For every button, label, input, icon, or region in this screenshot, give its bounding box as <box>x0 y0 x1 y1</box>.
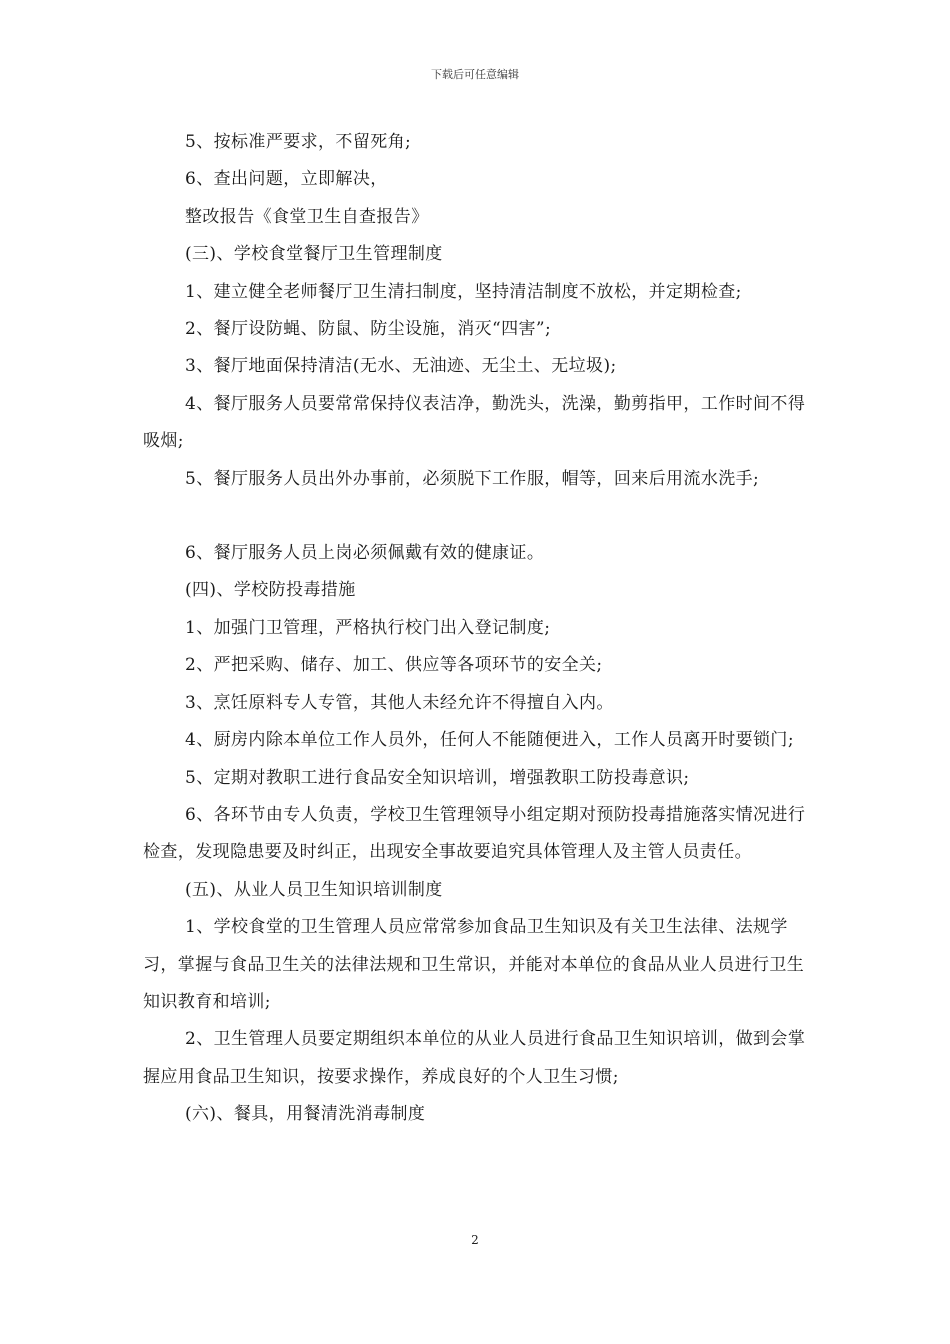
section-heading-6: (六)、餐具，用餐清洗消毒制度 <box>185 1104 426 1125</box>
paragraph-12: 1、加强门卫管理，严格执行校门出入登记制度; <box>185 617 551 638</box>
section-heading-3: (三)、学校食堂餐厅卫生管理制度 <box>185 244 443 265</box>
page-number: 2 <box>471 1233 479 1247</box>
paragraph-17: 6、各环节由专人负责，学校卫生管理领导小组定期对预防投毒措施落实情况进行检查，发现隐患要及时纠正，出现安全事故要追究具体管理人及主管人员责任。 <box>143 804 806 863</box>
paragraph-10: 6、餐厅服务人员上岗必须佩戴有效的健康证。 <box>185 543 545 564</box>
paragraph-1: 5、按标准严要求，不留死角; <box>185 132 412 152</box>
document-body <box>143 124 818 1134</box>
paragraph-15: 4、厨房内除本单位工作人员外，任何人不能随便进入，工作人员离开时要锁门; <box>185 730 794 751</box>
paragraph-6: 2、餐厅设防蝇、防鼠、防尘设施，消灭“四害”; <box>185 319 552 340</box>
paragraph-2: 6、查出问题，立即解决， <box>185 169 388 190</box>
paragraph-14: 3、烹饪原料专人专管，其他人未经允许不得擅自入内。 <box>185 692 614 713</box>
paragraph-20: 2、卫生管理人员要定期组织本单位的从业人员进行食品卫生知识培训，做到会掌握应用食品卫生知识，按要求操作，养成良好的个人卫生习惯; <box>143 1029 806 1087</box>
header-note: 下载后可任意编辑 <box>431 68 519 81</box>
paragraph-13: 2、严把采购、储存、加工、供应等各项环节的安全关; <box>185 655 603 676</box>
paragraph-3: 整改报告《食堂卫生自查报告》 <box>185 206 429 227</box>
section-heading-4: (四)、学校防投毒措施 <box>185 580 356 601</box>
paragraph-7: 3、餐厅地面保持清洁(无水、无油迹、无尘土、无垃圾); <box>185 356 617 377</box>
paragraph-5: 1、建立健全老师餐厅卫生清扫制度，坚持清洁制度不放松，并定期检查; <box>185 281 742 302</box>
paragraph-8: 4、餐厅服务人员要常常保持仪表洁净，勤洗头，洗澡，勤剪指甲，工作时间不得吸烟; <box>143 393 806 452</box>
paragraph-9: 5、餐厅服务人员出外办事前，必须脱下工作服，帽等，回来后用流水洗手; <box>185 468 760 489</box>
paragraph-19: 1、学校食堂的卫生管理人员应常常参加食品卫生知识及有关卫生法律、法规学习，掌握与食品卫生关的法律法规和卫生常识，并能对本单位的食品从业人员进行卫生知识教育和培训; <box>143 917 805 1012</box>
paragraph-16: 5、定期对教职工进行食品安全知识培训，增强教职工防投毒意识; <box>185 767 690 788</box>
blank-line <box>143 498 818 535</box>
section-heading-5: (五)、从业人员卫生知识培训制度 <box>185 879 443 900</box>
